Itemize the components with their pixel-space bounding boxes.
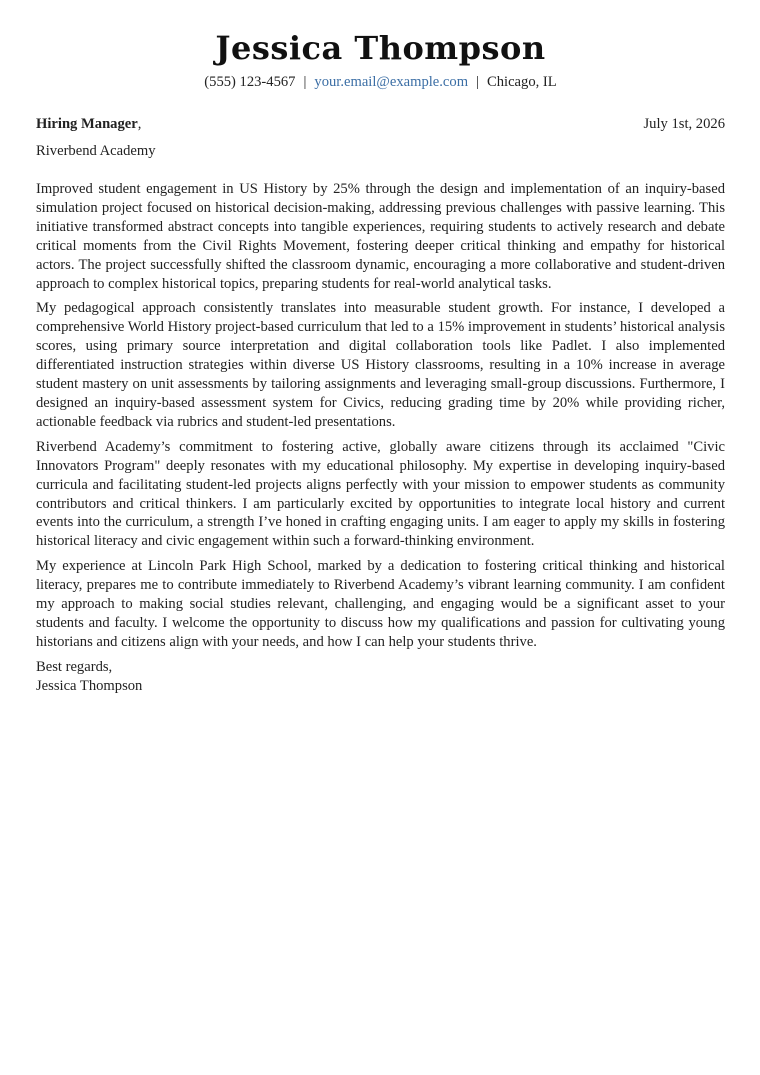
closing-block — [36, 658, 725, 696]
recipient-role-label: Hiring Manager — [36, 116, 138, 132]
closing-salutation: Best regards, — [36, 658, 113, 675]
email-link[interactable]: your.email@example.com — [314, 74, 469, 90]
recipient-organization: Riverbend Academy — [36, 143, 156, 159]
body-paragraph: Riverbend Academy’s commitment to fostering active, globally aware citizens through its acclaimed "Civic Innovators Program" deeply resonates with my educational philosophy. My expertise in developing inquiry-based curricula and facilitating student-led projects aligns perfectly with your mission to empower students as community contributors and critical thinkers. I am particularly excited by opportunities to integrate local history and current events into the curriculum, a strength I’ve honed in crafting engaging units. I am eager to apply my skills in fostering historical literacy and civic engagement within such a forward-thinking environment. — [36, 438, 725, 550]
closing-signature: Jessica Thompson — [36, 677, 143, 694]
body-paragraph: Improved student engagement in US History by 25% through the design and implementation of an inquiry-based simulation project focused on historical decision-making, addressing previous challenges with passive learning. This initiative transformed abstract concepts into tangible experiences, requiring students to actively research and debate critical moments from the Civil Rights Movement, fostering deeper critical thinking and empathy for historical actors. The project successfully shifted the classroom dynamic, encouraging a more collaborative and student-driven approach to complex historical topics, preparing students for real-world analytical tasks. — [36, 181, 725, 292]
contact-separator: | — [476, 74, 479, 90]
recipient-role-suffix: , — [137, 116, 142, 132]
body-paragraph: My experience at Lincoln Park High School, marked by a dedication to fostering critical thinking and historical literacy, prepares me to contribute immediately to Riverbend Academy’s vibrant learning community. I am confident my approach to making social studies relevant, challenging, and engaging would be a significant asset to your students and faculty. I welcome the opportunity to discuss how my qualifications and passion for cultivating young historians and citizens align with your needs, and how I can help your students thrive. — [36, 558, 725, 650]
recipient-role — [36, 114, 141, 134]
location: Chicago, IL — [486, 74, 557, 90]
body-paragraph: My pedagogical approach consistently translates into measurable student growth. For instance, I developed a comprehensive World History project-based curriculum that led to a 15% improvement in students’ historical analysis scores, using primary source interpretation and digital collaboration tools like Padlet. I also implemented differentiated instruction strategies within diverse US History classrooms, resulting in a 10% increase in average student mastery on unit assessments by tailoring assignments and leveraging small-group discussions. Furthermore, I designed an inquiry-based assessment system for Civics, reducing grading time by 20% while providing richer, actionable feedback via rubrics and student-led presentations. — [36, 300, 725, 430]
contact-line — [36, 73, 725, 91]
phone-number: (555) 123-4567 — [204, 74, 296, 90]
recipient-row — [36, 114, 725, 134]
contact-separator: | — [303, 74, 307, 90]
letter-body — [36, 180, 725, 696]
letter-date: July 1st, 2026 — [643, 116, 725, 132]
applicant-name: Jessica Thompson — [215, 29, 546, 67]
